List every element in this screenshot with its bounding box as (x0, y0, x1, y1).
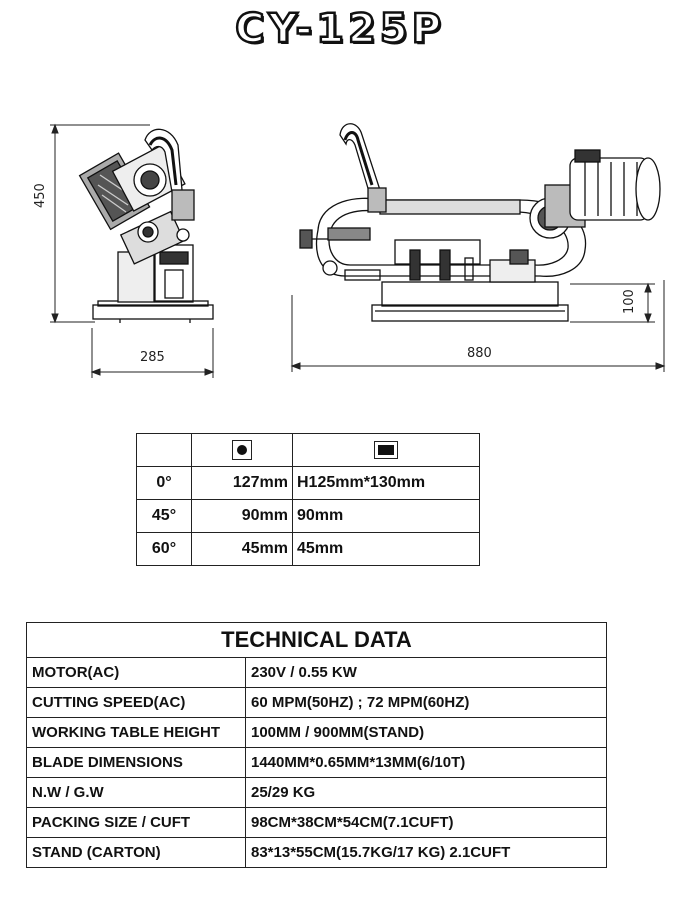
dim-side-height: 450 (33, 183, 48, 208)
rect-capacity-cell: 90mm (293, 500, 480, 533)
spec-value: 230V / 0.55 KW (246, 658, 607, 688)
table-row (27, 808, 607, 838)
corner-cell (137, 434, 192, 467)
spec-label: BLADE DIMENSIONS (27, 748, 246, 778)
rect-capacity-cell: 45mm (293, 533, 480, 566)
table-header-row (27, 623, 607, 658)
table-row (137, 434, 480, 467)
spec-value: 83*13*55CM(15.7KG/17 KG) 2.1CUFT (246, 838, 607, 868)
spec-value: 100MM / 900MM(STAND) (246, 718, 607, 748)
spec-label: MOTOR(AC) (27, 658, 246, 688)
spec-label: WORKING TABLE HEIGHT (27, 718, 246, 748)
technical-data-table (26, 622, 607, 868)
spec-value: 1440MM*0.65MM*13MM(6/10T) (246, 748, 607, 778)
round-bar-icon (232, 440, 252, 460)
round-capacity-cell: 45mm (192, 533, 293, 566)
dim-table-height: 100 (622, 289, 637, 314)
table-row (27, 658, 607, 688)
spec-label: PACKING SIZE / CUFT (27, 808, 246, 838)
table-row (137, 467, 480, 500)
cutting-capacity-table (136, 433, 480, 566)
table-row (27, 748, 607, 778)
spec-value: 98CM*38CM*54CM(7.1CUFT) (246, 808, 607, 838)
round-capacity-cell: 90mm (192, 500, 293, 533)
technical-data-heading: TECHNICAL DATA (27, 623, 607, 658)
product-title: CY-125P (235, 6, 445, 52)
angle-cell: 45° (137, 500, 192, 533)
table-row (27, 718, 607, 748)
spec-value: 25/29 KG (246, 778, 607, 808)
rectangular-bar-icon (374, 441, 398, 459)
dim-side-width: 285 (140, 350, 165, 365)
spec-label: N.W / G.W (27, 778, 246, 808)
spec-label: STAND (CARTON) (27, 838, 246, 868)
angle-cell: 60° (137, 533, 192, 566)
table-row (27, 838, 607, 868)
table-row (137, 533, 480, 566)
dim-front-length: 880 (467, 346, 492, 361)
table-row (27, 688, 607, 718)
spec-value: 60 MPM(50HZ) ; 72 MPM(60HZ) (246, 688, 607, 718)
table-row (137, 500, 480, 533)
spec-label: CUTTING SPEED(AC) (27, 688, 246, 718)
round-capacity-cell: 127mm (192, 467, 293, 500)
angle-cell: 0° (137, 467, 192, 500)
machine-drawing (0, 100, 680, 390)
rect-capacity-cell: H125mm*130mm (293, 467, 480, 500)
table-row (27, 778, 607, 808)
